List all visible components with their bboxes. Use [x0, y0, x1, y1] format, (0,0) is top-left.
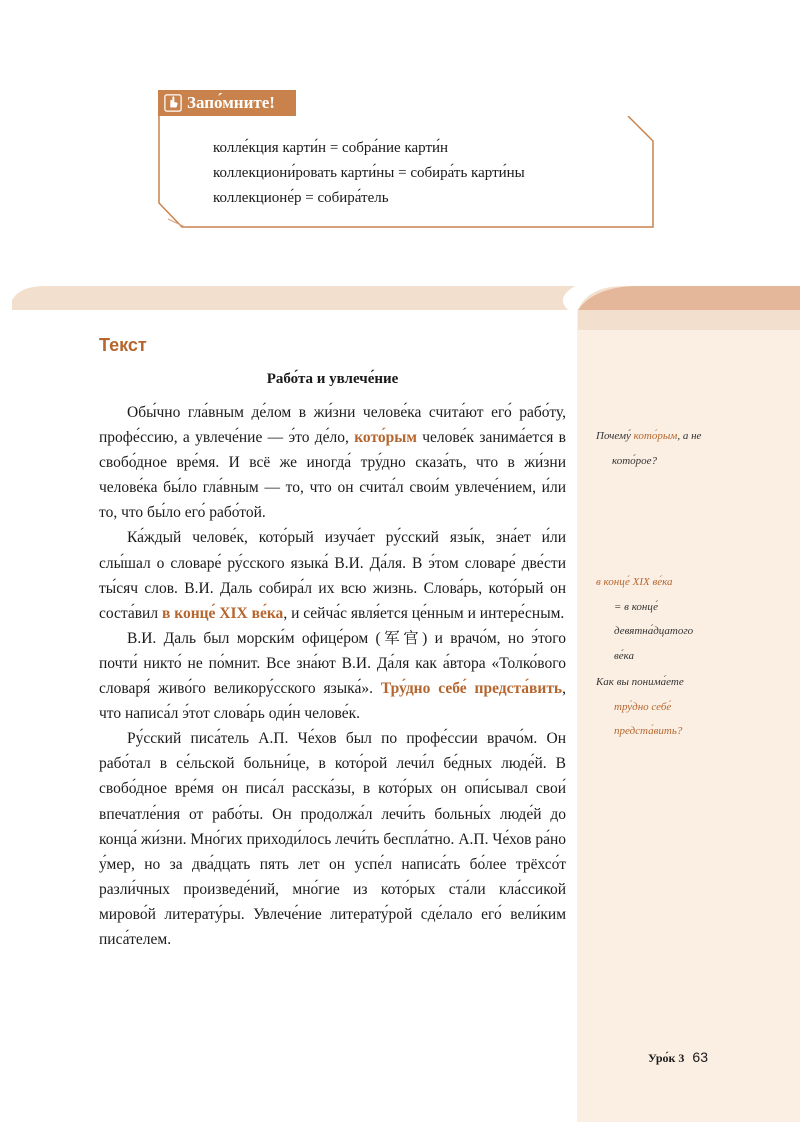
- pointing-hand-icon: [164, 94, 182, 112]
- remember-title: Запо́мните!: [187, 93, 275, 112]
- margin-note-1: Почему́ кото́рым, а не кото́рое?: [596, 430, 702, 467]
- remember-line: колле́кция карти́н = собра́ние карти́н: [213, 140, 449, 156]
- text-title: Рабо́та и увлече́ние: [266, 371, 399, 387]
- paragraph: В.И. Даль был морски́м офице́ром (军官) и врачо́м, но э́того почти́ никто́ не по́мнит. Все зна́ют В.И. Да́ля как а́втора «Толко́вого словаря́ живо́го великору́сского языка́». Тру́дно себе́ предста́вить, что написа́л э́тот слова́рь оди́н челове́к.: [99, 629, 567, 723]
- page-number: 63: [692, 1049, 708, 1065]
- paragraph: Обы́чно гла́вным де́лом в жи́зни челове́ка счита́ют его́ рабо́ту, профе́ссию, а увлече́ние — э́то де́ло, кото́рым челове́к занима́ется в свобо́дное вре́мя. И всё же иногда́ тру́дно сказа́ть, что в жи́зни челове́ка бы́ло гла́вным — то, что он счита́л свои́м увлече́нием, и́ли то, что бы́ло его́ рабо́той.: [99, 404, 566, 522]
- remember-tab: [158, 90, 296, 116]
- paragraph: Ру́сский писа́тель А.П. Че́хов был по профе́ссии врачо́м. Он рабо́тал в се́льской больни́це, в кото́рой лечи́л бе́дных люде́й. В свобо́дное вре́мя он писа́л расска́зы, в кото́рых он опи́сывал свои́ впечатле́ния от рабо́ты. Он продолжа́л лечи́ть больны́х люде́й до конца́ жи́зни. Мно́гих приходи́лось лечи́ть беспла́тно. А.П. Че́хов ра́но у́мер, но за два́дцать пять лет он успе́л написа́ть бо́лее трёхсо́т разли́чных произведе́ний, мно́гие из кото́рых ста́ли кла́ссикой мирово́й литерату́ры. Увлече́ние литерату́рой сде́лало его́ вели́ким писа́телем.: [99, 730, 566, 948]
- remember-line: коллекциони́ровать карти́ны = собира́ть карти́ны: [213, 165, 525, 181]
- page-footer: [648, 1049, 708, 1066]
- highlight: в конце́ XIX ве́ка: [161, 604, 284, 622]
- margin-note-2: в конце́ XIX ве́ка = в конце́ девятна́дцатого ве́ка: [596, 576, 694, 662]
- lesson-label: Уро́к 3: [648, 1051, 685, 1065]
- margin-note-3: Как вы понима́ете тру́дно себе́ предста́вить?: [596, 676, 684, 737]
- section-title: Текст: [99, 335, 147, 355]
- main-text: [99, 400, 566, 952]
- highlight: кото́рым: [354, 429, 417, 447]
- highlight: Тру́дно себе́ предста́вить: [380, 680, 563, 698]
- paragraph: Ка́ждый челове́к, кото́рый изуча́ет ру́сский язы́к, зна́ет и́ли слы́шал о словаре́ ру́сского языка́ В.И. Да́ля. В э́том словаре́ две́сти ты́сяч слов. В.И. Даль собира́л их всю жизнь. Слова́рь, кото́рый он соста́вил в конце́ XIX ве́ка, и сейча́с явля́ется це́нным и интере́сным.: [99, 529, 566, 622]
- remember-content: [213, 136, 525, 211]
- section-band: [0, 250, 800, 330]
- remember-line: коллекционе́р = собира́тель: [213, 190, 389, 206]
